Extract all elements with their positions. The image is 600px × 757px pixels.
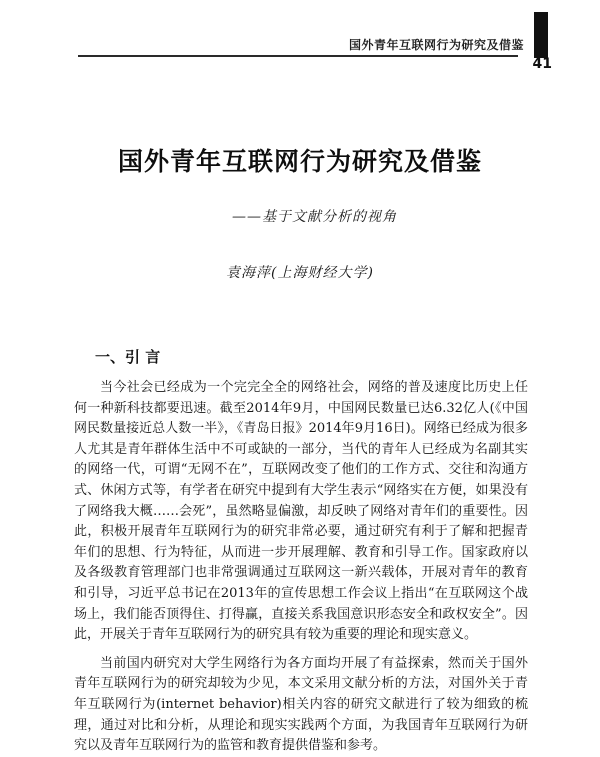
body-text [74, 378, 528, 757]
article-title: 国外青年互联网行为研究及借鉴 [117, 147, 482, 176]
running-header: 国外青年互联网行为研究及借鉴 [348, 38, 524, 52]
paragraph: 当今社会已经成为一个完完全全的网络社会，网络的普及速度比历史上任何一种新科技都要迅速。截至2014年9月，中国网民数量已达6.32亿人(《中国网民数量接近总人数一半》，《青岛日报》2014年9月16日)。网络已经成为很多人尤其是青年群体生活中不可或缺的一部分，当代的青年人已经成为名副其实的网络一代，可谓“无网不在”，互联网改变了他们的工作方式、交往和沟通方式、休闲方式等，有学者在研究中提到有大学生表示“网络实在方便，如果没有了网络我大概……会死”，虽然略显偏激，却反映了网络对青年们的重要性。因此，积极开展青年互联网行为的研究非常必要，通过研究有利于了解和把握青年们的思想、行为特征，从而进一步开展理解、教育和引导工作。国家政府以及各级教育管理部门也非常强调通过互联网这一新兴载体，开展对青年的教育和引导，习近平总书记在2013年的宣传思想工作会议上指出“在互联网这个战场上，我们能否顶得住、打得赢，直接关系我国意识形态安全和政权安全”。因此，开展关于青年互联网行为的研究具有较为重要的理论和现实意义。 [74, 380, 528, 643]
paragraph: 当前国内研究对大学生网络行为各方面均开展了有益探索，然而关于国外青年互联网行为的研究却较为少见，本文采用文献分析的方法，对国外关于青年互联网行为(internet behavior)相关内容的研究文献进行了较为细致的梳理，通过对比和分析，从理论和现实实践两个方面，为我国青年互联网行为研究以及青年互联网行为的监管和教育提供借鉴和参考。 [74, 655, 528, 754]
page-number: 41 [532, 56, 552, 72]
article-author: 袁海萍(上海财经大学) [226, 265, 374, 281]
header-tab-marker [534, 12, 548, 58]
header-rule [78, 55, 518, 57]
article-subtitle: ——基于文献分析的视角 [232, 209, 397, 225]
section-heading: 一、引 言 [95, 348, 161, 366]
